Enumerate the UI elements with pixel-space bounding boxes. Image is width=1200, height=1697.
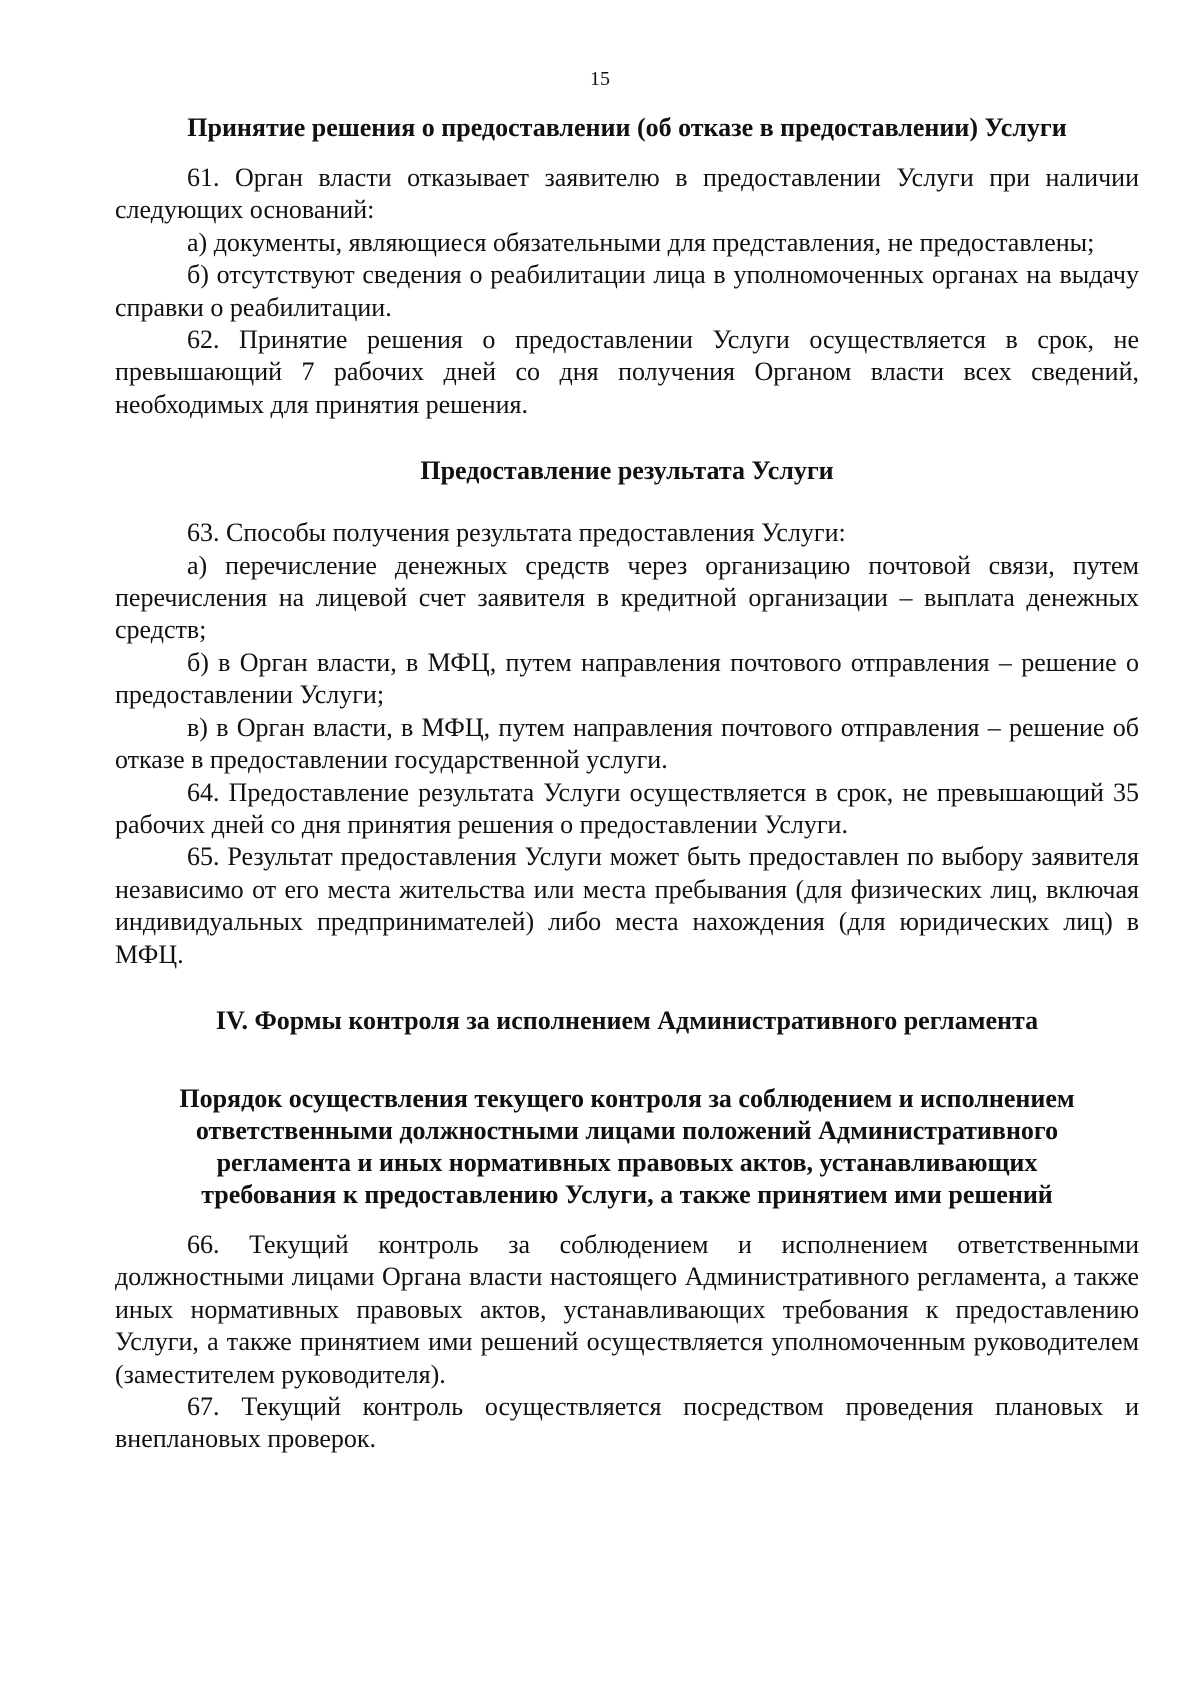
paragraph-61: 61. Орган власти отказывает заявителю в предоставлении Услуги при наличии следующих оснований: bbox=[115, 163, 1139, 225]
heading-line: регламента и иных нормативных правовых актов, устанавливающих bbox=[216, 1147, 1038, 1177]
heading-line: требования к предоставлению Услуги, а также принятием ими решений bbox=[201, 1179, 1053, 1209]
paragraph-61-a: а) документы, являющиеся обязательными для представления, не предоставлены; bbox=[187, 227, 1095, 257]
section-heading-current-control bbox=[115, 1083, 1139, 1211]
document-body bbox=[115, 112, 1139, 1456]
paragraph-62: 62. Принятие решения о предоставлении Услуги осуществляется в срок, не превышающий 7 рабочих дней со дня получения Органом власти всех сведений, необходимых для принятия решения. bbox=[115, 325, 1139, 419]
paragraph-64: 64. Предоставление результата Услуги осуществляется в срок, не превышающий 35 рабочих дней со дня принятия решения о предоставлении Услуги. bbox=[115, 777, 1139, 839]
page-number: 15 bbox=[590, 68, 610, 90]
paragraph-63-c: в) в Орган власти, в МФЦ, путем направления почтового отправления – решение об отказе в предоставлении государственной услуги. bbox=[115, 712, 1139, 775]
paragraph-65: 65. Результат предоставления Услуги может быть предоставлен по выбору заявителя независимо от его места жительства или места пребывания (для физических лиц, включая индивидуальных предпринимателей) либо места нахождения (для юридических лиц) в МФЦ. bbox=[115, 842, 1139, 969]
section-heading-decision: Принятие решения о предоставлении (об отказе в предоставлении) Услуги bbox=[187, 113, 1067, 142]
paragraph-63-a: а) перечисление денежных средств через организацию почтовой связи, путем перечисления на лицевой счет заявителя в кредитной организации – выплата денежных средств; bbox=[115, 550, 1139, 645]
paragraph-67: 67. Текущий контроль осуществляется посредством проведения плановых и внеплановых проверок. bbox=[115, 1391, 1139, 1454]
heading-line: Порядок осуществления текущего контроля за соблюдением и исполнением bbox=[179, 1083, 1075, 1113]
heading-line: ответственными должностными лицами положений Административного bbox=[195, 1115, 1059, 1145]
paragraph-66: 66. Текущий контроль за соблюдением и исполнением ответственными должностными лицами Органа власти настоящего Административного регламента, а также иных нормативных правовых актов, устанавливающих требования к предоставлению Услуги, а также принятием ими решений осуществляется уполномоченным руководителем (заместителем руководителя). bbox=[115, 1229, 1139, 1389]
paragraph-63: 63. Способы получения результата предоставления Услуги: bbox=[187, 518, 846, 548]
paragraph-63-b: б) в Орган власти, в МФЦ, путем направления почтового отправления – решение о предоставлении Услуги; bbox=[115, 647, 1139, 710]
paragraph-61-b: б) отсутствуют сведения о реабилитации лица в уполномоченных органах на выдачу справки о реабилитации. bbox=[115, 260, 1139, 322]
section-heading-result: Предоставление результата Услуги bbox=[420, 456, 834, 486]
chapter-heading-control: IV. Формы контроля за исполнением Административного регламента bbox=[215, 1005, 1039, 1035]
